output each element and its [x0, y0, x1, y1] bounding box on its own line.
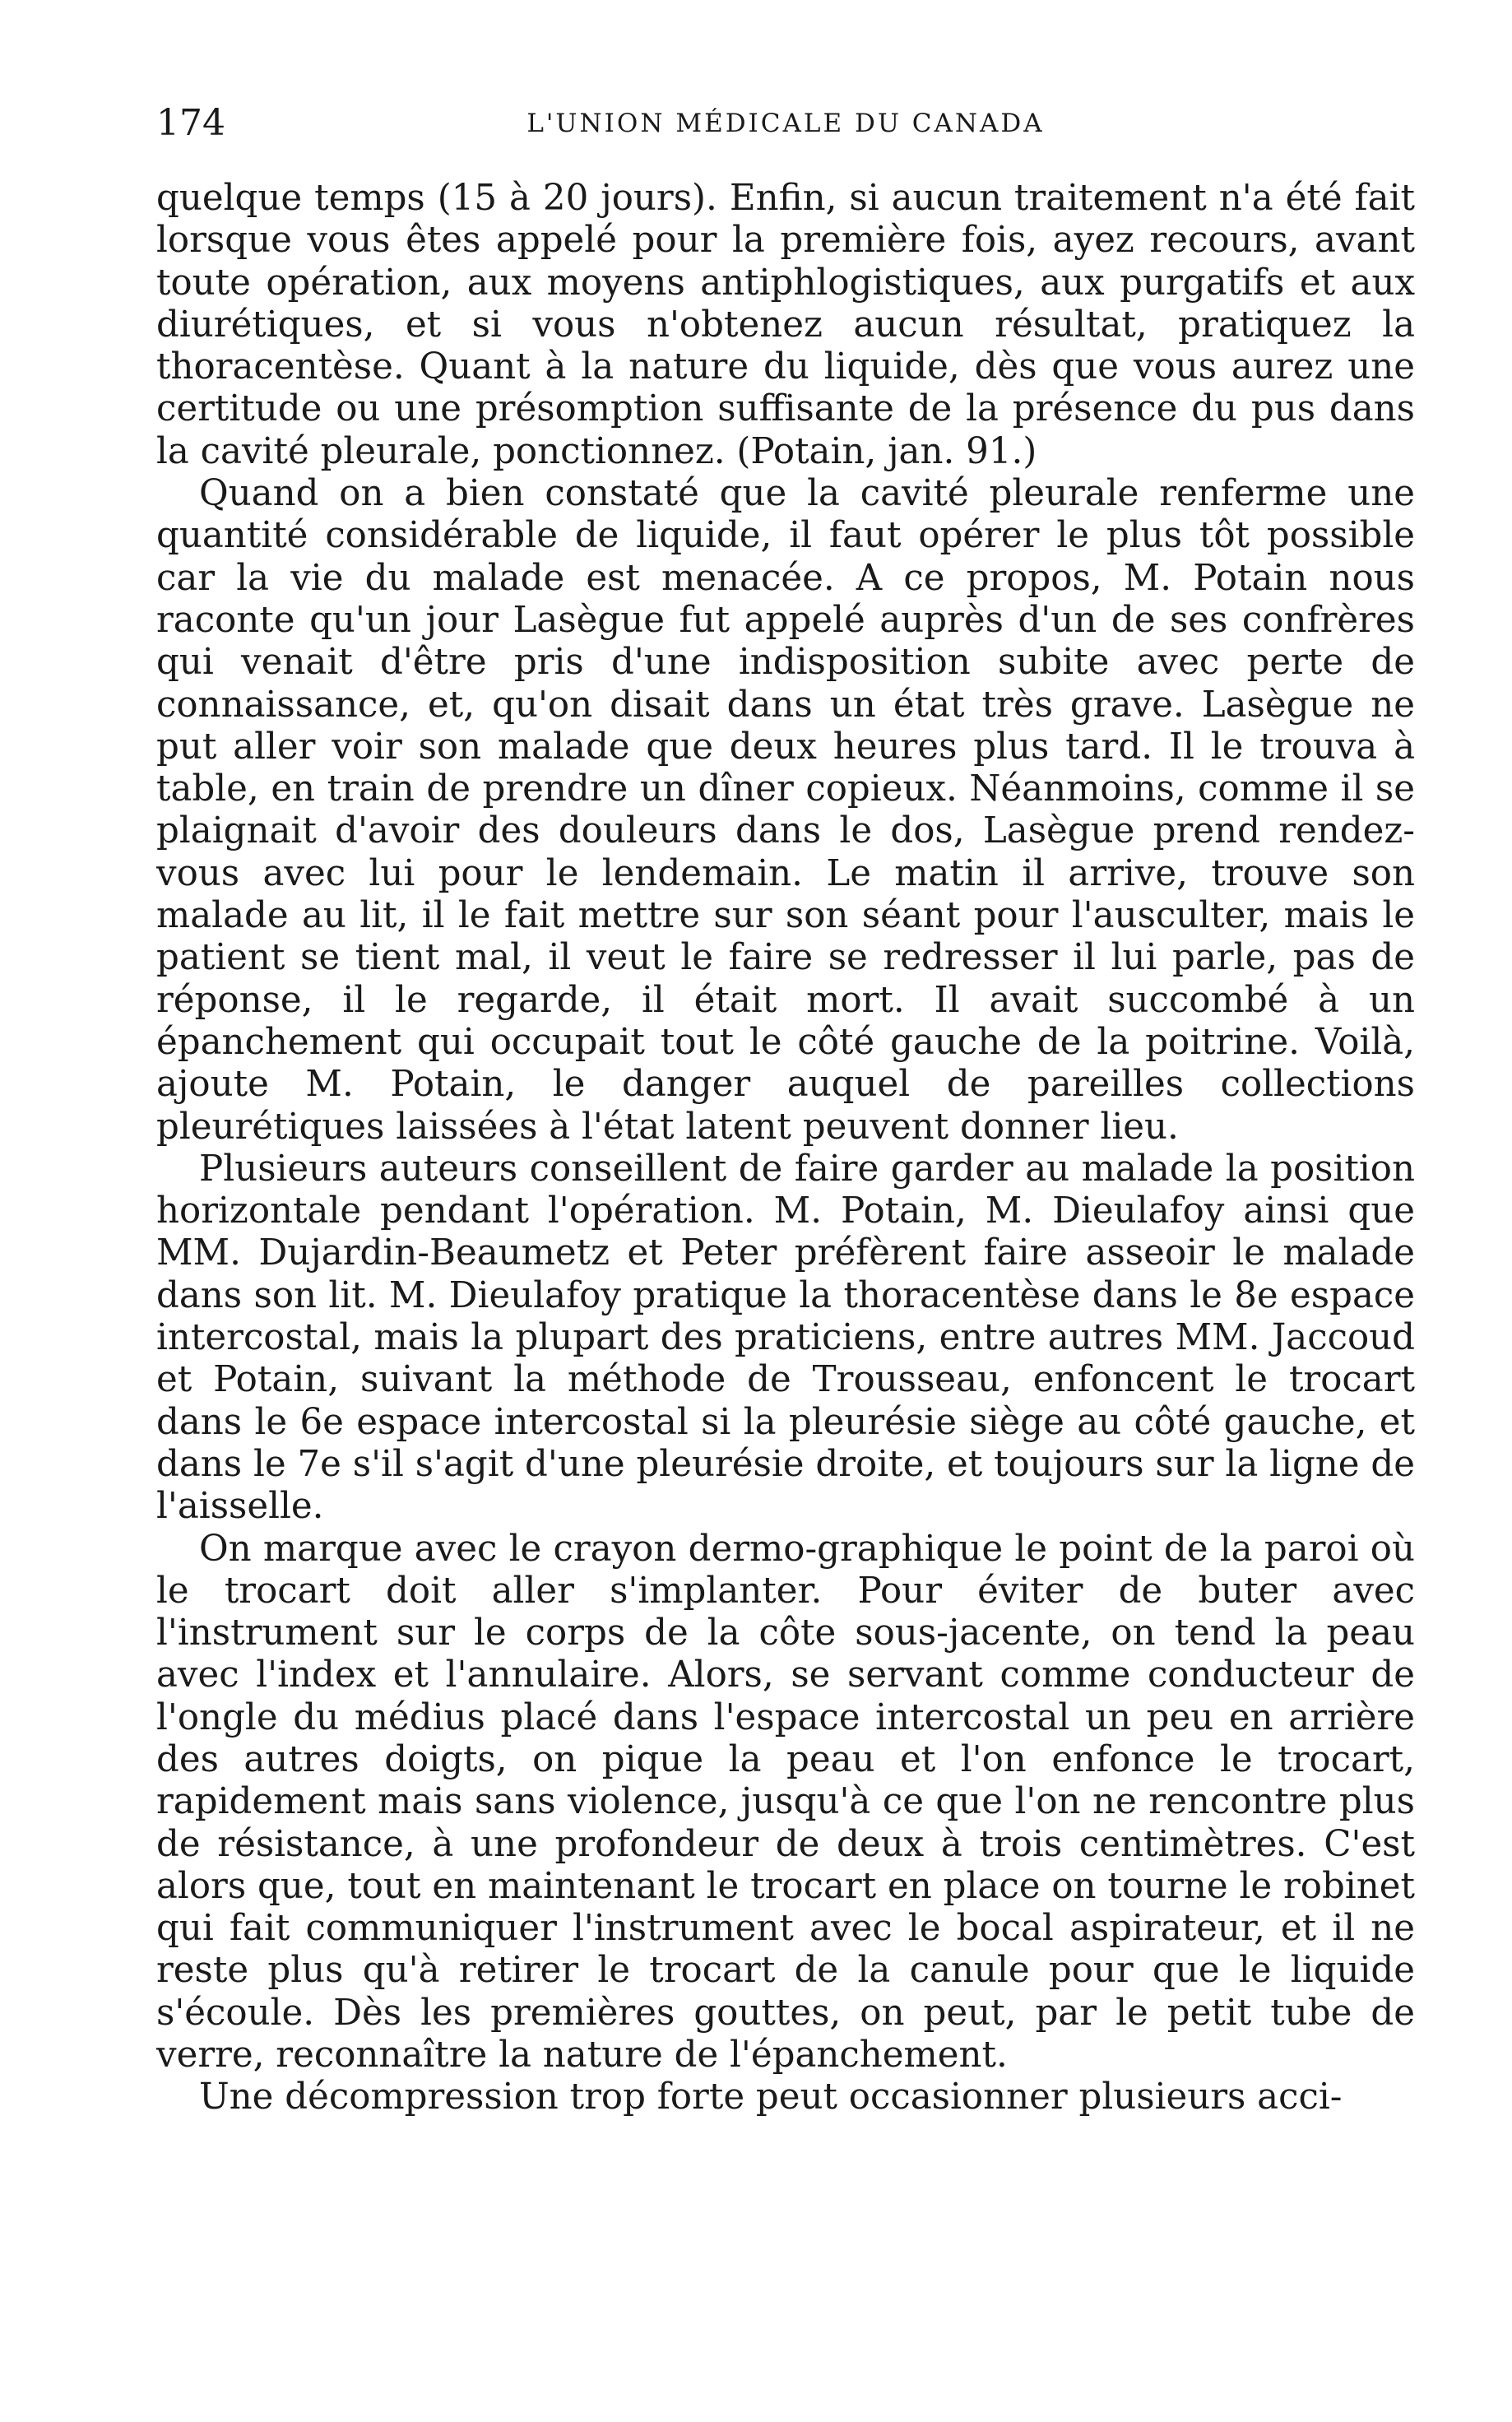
- page-header: [156, 99, 1415, 148]
- paragraph-lasegue-anecdote: Quand on a bien constaté que la cavité pleurale renferme une quantité considérable de liquide, il faut opérer le plus tôt possible car la vie du malade est menacée. A ce propos, M. Potain nous raconte qu'un jour Lasègue fut appelé auprès d'un de ses confrères qui venait d'être pris d'une indisposition subite avec perte de connaissance, et, qu'on disait dans un état très grave. Lasègue ne put aller voir son malade que deux heures plus tard. Il le trouva à table, en train de prendre un dîner copieux. Néanmoins, comme il se plaignait d'avoir des douleurs dans le dos, Lasègue prend rendez-vous avec lui pour le lendemain. Le matin il arrive, trouve son malade au lit, il le fait mettre sur son séant pour l'ausculter, mais le patient se tient mal, il veut le faire se redresser il lui parle, pas de réponse, il le regarde, il était mort. Il avait succombé à un épanchement qui occupait tout le côté gauche de la poitrine. Voilà, ajoute M. Potain, le danger auquel de pareilles collections pleurétiques laissées à l'état latent peuvent donner lieu.: [156, 473, 1415, 1148]
- body-text: [156, 178, 1415, 2119]
- paragraph-trocar-technique: On marque avec le crayon dermo-graphique le point de la paroi où le trocart doit aller s'implanter. Pour éviter de buter avec l'instrument sur le corps de la côte sous-jacente, on tend la peau avec l'index et l'annulaire. Alors, se servant comme conducteur de l'ongle du médius placé dans l'espace intercostal un peu en arrière des autres doigts, on pique la peau et l'on enfonce le trocart, rapidement mais sans violence, jusqu'à ce que l'on ne rencontre plus de résistance, à une profondeur de deux à trois centimètres. C'est alors que, tout en maintenant le trocart en place on tourne le robinet qui fait communiquer l'instrument avec le bocal aspirateur, et il ne reste plus qu'à retirer le trocart de la canule pour que le liquide s'écoule. Dès les premières gouttes, on peut, par le petit tube de verre, reconnaître la nature de l'épanchement.: [156, 1528, 1415, 2076]
- paragraph-decompression: Une décompression trop forte peut occasionner plusieurs acci-: [199, 2076, 1343, 2118]
- running-title: L'UNION MÉDICALE DU CANADA: [526, 109, 1045, 138]
- page-number: 174: [156, 102, 225, 144]
- paragraph-patient-position: Plusieurs auteurs conseillent de faire garder au malade la position horizontale pendant l'opération. M. Potain, M. Dieulafoy ainsi que MM. Dujardin-Beaumetz et Peter préfèrent faire asseoir le malade dans son lit. M. Dieulafoy pratique la thoracentèse dans le 8e espace intercostal, mais la plupart des praticiens, entre autres MM. Jaccoud et Potain, suivant la méthode de Trousseau, enfoncent le trocart dans le 6e espace intercostal si la pleurésie siège au côté gauche, et dans le 7e s'il s'agit d'une pleurésie droite, et toujours sur la ligne de l'aisselle.: [156, 1148, 1415, 1528]
- page: [156, 99, 1415, 2119]
- paragraph-continuation: quelque temps (15 à 20 jours). Enfin, si aucun traitement n'a été fait lorsque vous êtes appelé pour la première fois, ayez recours, avant toute opération, aux moyens antiphlogistiques, aux purgatifs et aux diurétiques, et si vous n'obtenez aucun résultat, pratiquez la thoracentèse. Quant à la nature du liquide, dès que vous aurez une certitude ou une présomption suffisante de la présence du pus dans la cavité pleurale, ponctionnez. (Potain, jan. 91.): [156, 178, 1415, 472]
